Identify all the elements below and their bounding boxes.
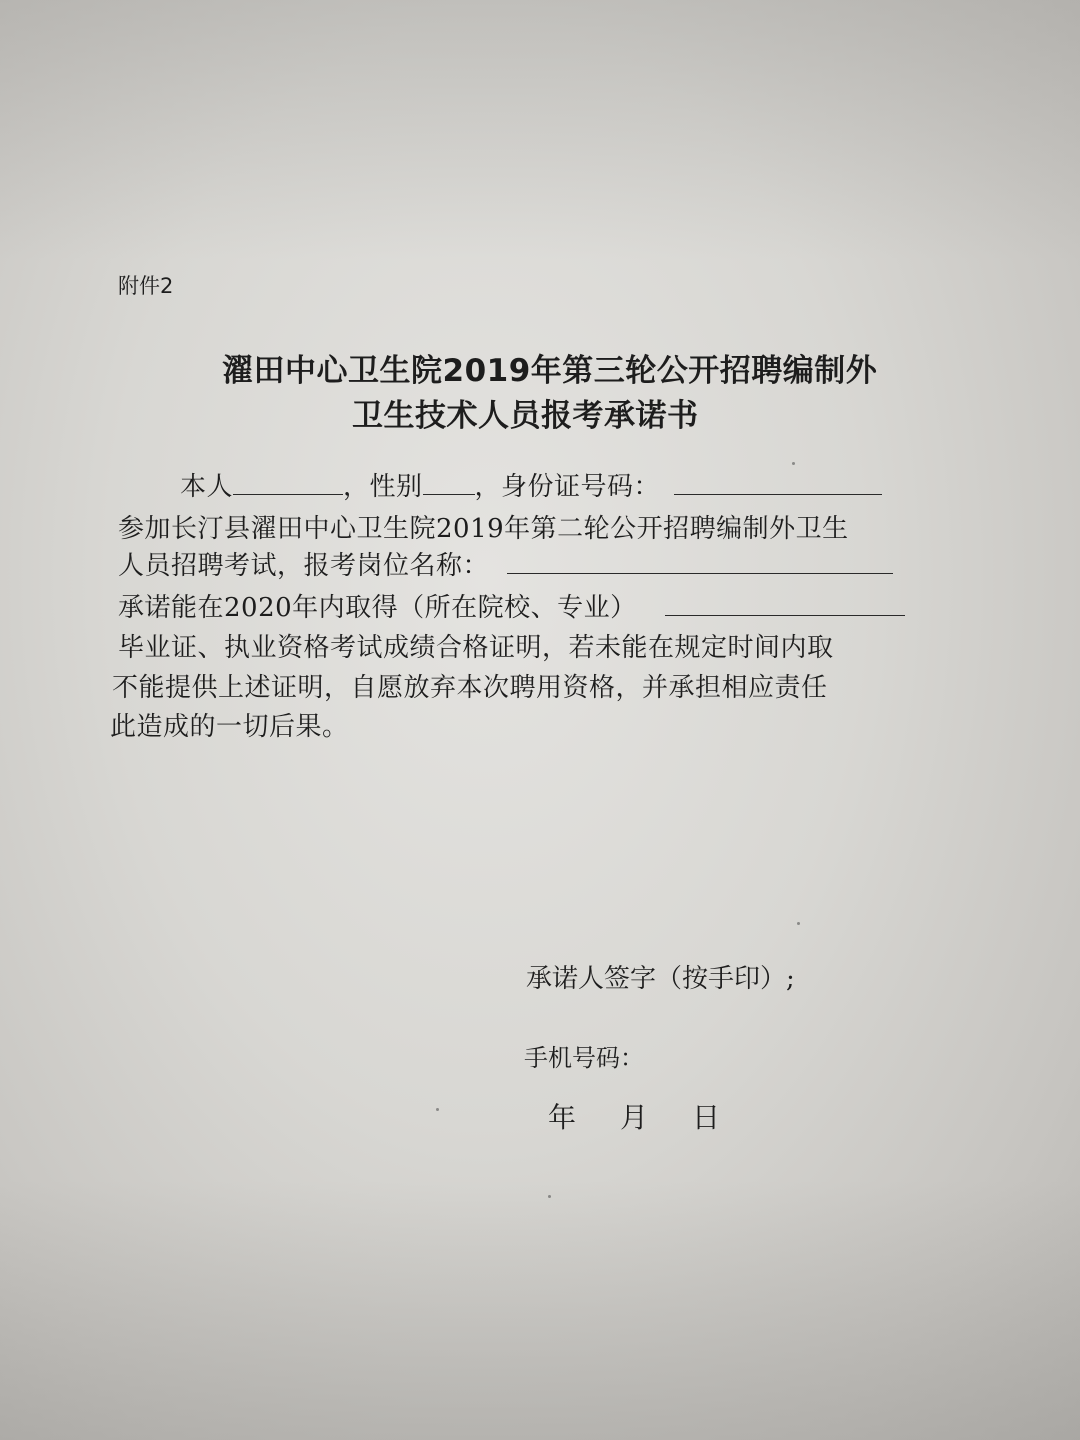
paper-speck [436, 1108, 439, 1111]
document-title-line-1: 濯田中心卫生院2019年第三轮公开招聘编制外 [222, 353, 878, 389]
gender-blank[interactable] [423, 472, 475, 495]
name-label: 本人 [180, 472, 234, 502]
document-title-line-2: 卫生技术人员报考承诺书 [352, 398, 699, 434]
annex-label: 附件2 [118, 274, 174, 298]
position-label: 人员招聘考试，报考岗位名称： [118, 551, 490, 581]
pledge-line-1 [180, 466, 882, 503]
school-major-label: 承诺能在2020年内取得（所在院校、专业） [118, 593, 637, 623]
id-number-blank[interactable] [674, 472, 882, 495]
shadow-bottom [0, 1180, 1080, 1440]
pledge-line-5: 毕业证、执业资格考试成绩合格证明，若未能在规定时间内取 [118, 633, 834, 663]
position-blank[interactable] [507, 551, 893, 574]
paper-speck [792, 462, 795, 465]
id-number-label: ，身份证号码： [474, 472, 661, 502]
name-blank[interactable] [233, 472, 343, 495]
pledge-line-2: 参加长汀县濯田中心卫生院2019年第二轮公开招聘编制外卫生 [118, 514, 849, 544]
pledge-line-4 [118, 587, 905, 624]
date-month-label: 月 [620, 1101, 649, 1134]
date-line [548, 1096, 764, 1136]
signature-label: 承诺人签字（按手印）; [526, 964, 795, 994]
school-major-blank[interactable] [665, 593, 905, 616]
shadow-top [0, 0, 1080, 260]
date-year-label: 年 [548, 1101, 577, 1134]
phone-label: 手机号码： [524, 1044, 644, 1072]
gender-label: ，性别 [343, 472, 423, 502]
paper-speck [797, 922, 800, 925]
pledge-line-7: 此造成的一切后果。 [110, 712, 349, 742]
pledge-line-6: 不能提供上述证明，自愿放弃本次聘用资格，并承担相应责任 [112, 673, 828, 703]
date-day-label: 日 [692, 1101, 721, 1134]
paper-speck [548, 1195, 551, 1198]
pledge-line-3 [118, 545, 893, 582]
